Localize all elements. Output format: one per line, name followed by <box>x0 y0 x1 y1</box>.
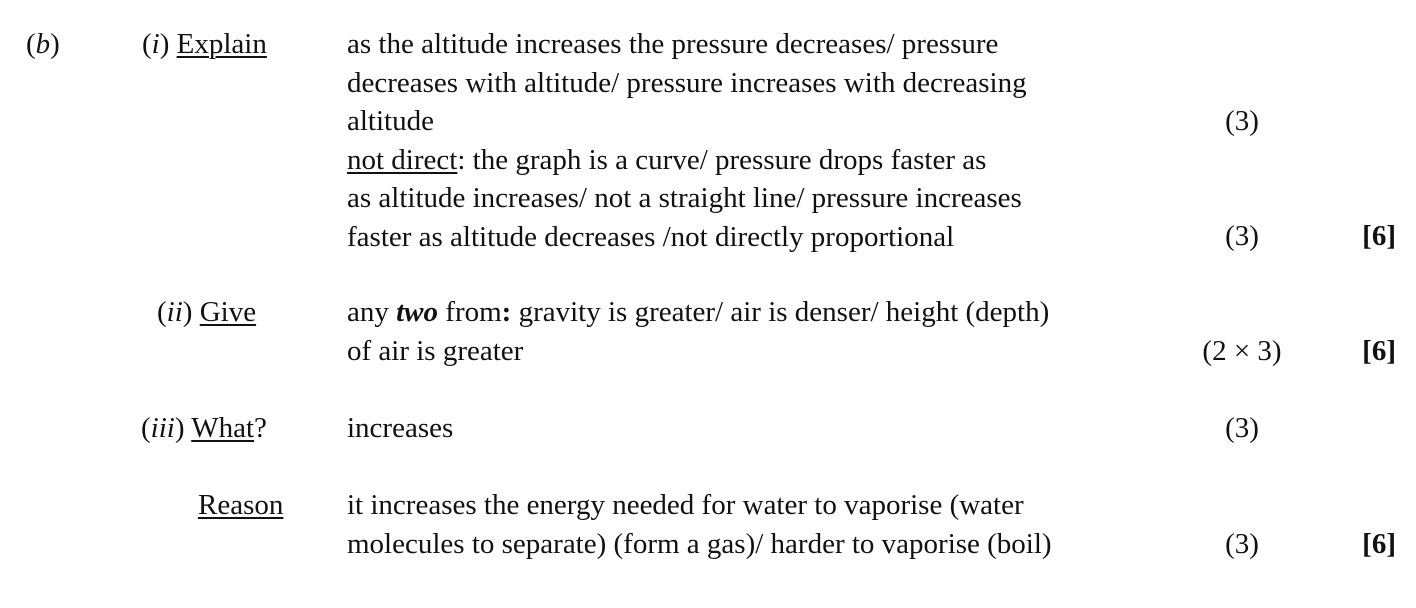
question-ii-answer <box>347 293 1049 370</box>
answer-line: of air is greater <box>347 334 524 367</box>
roman-numeral: iii <box>150 412 175 444</box>
answer-line: not direct: the graph is a curve/ pressure drops faster as <box>347 143 987 176</box>
answer-line: molecules to separate) (form a gas)/ harder to vaporise (boil) <box>347 527 1052 560</box>
answer-line: any two from: gravity is greater/ air is denser/ height (depth) <box>347 296 1050 328</box>
reason-label: Reason <box>198 489 284 521</box>
answer-line: decreases with altitude/ pressure increases with decreasing <box>347 66 1027 99</box>
question-ii-label: (ii) Give <box>157 296 257 328</box>
total-marks: [6] <box>1362 335 1396 367</box>
question-iii-label: (iii) What? <box>141 412 267 444</box>
total-marks: [6] <box>1362 220 1396 252</box>
answer-line: as the altitude increases the pressure decreases/ pressure <box>347 28 999 60</box>
roman-numeral: i <box>151 28 160 60</box>
question-i-answer <box>347 25 1027 256</box>
total-marks: [6] <box>1362 528 1396 560</box>
mark: (3) <box>1225 220 1259 252</box>
part-label: (b) <box>26 28 60 60</box>
mark: (2 × 3) <box>1202 335 1282 367</box>
answer-line: it increases the energy needed for water to vaporise (water <box>347 489 1024 521</box>
roman-numeral: ii <box>166 296 183 328</box>
command-word: What <box>191 412 255 444</box>
mark: (3) <box>1225 105 1259 137</box>
reason-answer <box>347 486 1052 563</box>
answer-line: as altitude increases/ not a straight line/ pressure increases <box>347 182 1022 214</box>
command-word: Explain <box>176 28 267 60</box>
answer-line: altitude <box>347 105 434 137</box>
question-iii-answer: increases <box>347 412 454 444</box>
mark: (3) <box>1225 412 1259 444</box>
mark: (3) <box>1225 528 1259 560</box>
not-direct-label: not direct <box>347 143 458 176</box>
command-word: Give <box>199 296 257 328</box>
emphasis-two: two <box>396 296 439 328</box>
question-i-label: (i) Explain <box>142 28 267 60</box>
answer-line: faster as altitude decreases /not directly proportional <box>347 220 955 253</box>
